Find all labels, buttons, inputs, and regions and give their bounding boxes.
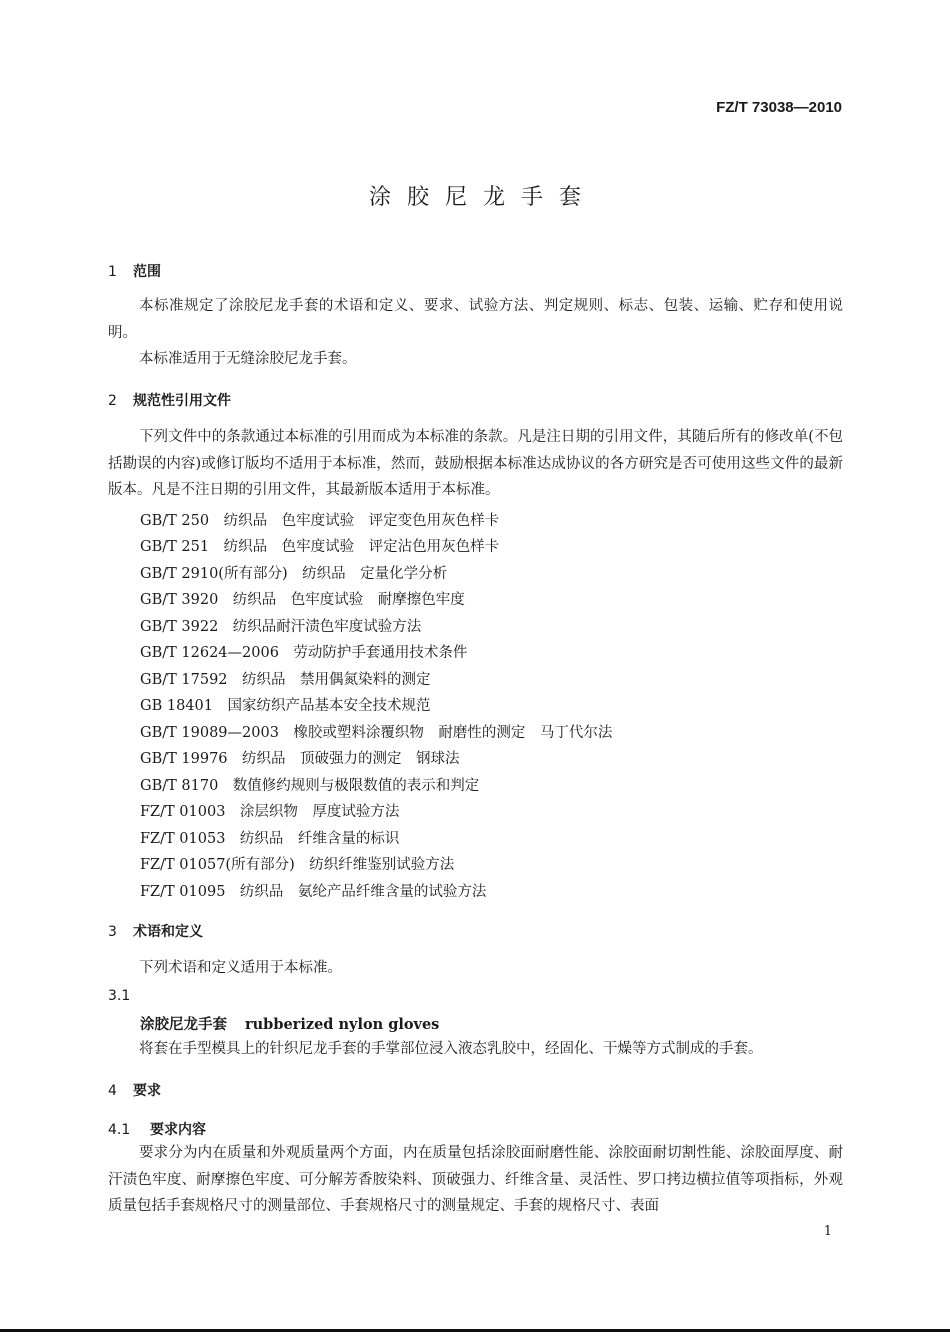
subsection-number: 4.1	[108, 1122, 131, 1138]
requirements-paragraph: 要求分为内在质量和外观质量两个方面，内在质量包括涂胶面耐磨性能、涂胶面耐切割性能、涂胶面厚度、耐汗渍色牢度、耐摩擦色牢度、可分解芳香胺染料、顶破强力、纤维含量、灵活性、罗口拷边横拉值等项指标，外观质量包括手套规格尺寸的测量部位、手套规格尺寸的测量规定、手套的规格尺寸、表面	[108, 1145, 843, 1214]
reference-item: GB/T 250 纺织品 色牢度试验 评定变色用灰色样卡	[140, 513, 500, 529]
section-heading-scope	[108, 261, 161, 281]
subsection-title: 要求内容	[150, 1122, 206, 1138]
reference-item: GB/T 17592 纺织品 禁用偶氮染料的测定	[140, 672, 431, 688]
section-number: 4	[108, 1083, 117, 1099]
reference-item: FZ/T 01053 纺织品 纤维含量的标识	[140, 831, 400, 847]
reference-item: GB/T 3922 纺织品耐汗渍色牢度试验方法	[140, 619, 422, 635]
section-title: 范围	[133, 264, 161, 280]
term-name-cn: 涂胶尼龙手套	[140, 1016, 227, 1033]
section-number: 3	[108, 924, 117, 940]
reference-item: FZ/T 01057(所有部分) 纺织纤维鉴别试验方法	[140, 857, 455, 873]
term-name	[140, 1013, 439, 1034]
page-bottom-border	[0, 1329, 950, 1332]
reference-item: GB/T 3920 纺织品 色牢度试验 耐摩擦色牢度	[140, 592, 465, 608]
term-number: 3.1	[108, 988, 131, 1004]
section-heading-terms	[108, 921, 203, 941]
section-title: 规范性引用文件	[133, 393, 231, 409]
section-heading-requirements	[108, 1080, 161, 1100]
section-title: 要求	[133, 1083, 161, 1099]
term-name-en: rubberized nylon gloves	[245, 1016, 440, 1033]
standard-code: FZ/T 73038—2010	[716, 99, 842, 116]
reference-item: GB 18401 国家纺织产品基本安全技术规范	[140, 698, 431, 714]
section-title: 术语和定义	[133, 924, 203, 940]
normative-intro: 下列文件中的条款通过本标准的引用而成为本标准的条款。凡是注日期的引用文件，其随后所有的修改单(不包括勘误的内容)或修订版均不适用于本标准，然而，鼓励根据本标准达成协议的各方研究是否可使用这些文件的最新版本。凡是不注日期的引用文件，其最新版本适用于本标准。	[108, 429, 843, 498]
section-number: 1	[108, 264, 117, 280]
reference-item: GB/T 19089—2003 橡胶或塑料涂覆织物 耐磨性的测定 马丁代尔法	[140, 725, 613, 741]
subsection-heading	[108, 1119, 206, 1139]
reference-item: GB/T 251 纺织品 色牢度试验 评定沾色用灰色样卡	[140, 539, 500, 555]
reference-item: FZ/T 01095 纺织品 氨纶产品纤维含量的试验方法	[140, 884, 487, 900]
reference-item: GB/T 8170 数值修约规则与极限数值的表示和判定	[140, 778, 480, 794]
scope-paragraph-2: 本标准适用于无缝涂胶尼龙手套。	[139, 351, 357, 367]
terms-intro: 下列术语和定义适用于本标准。	[139, 960, 342, 976]
section-number: 2	[108, 393, 117, 409]
page-number: 1	[823, 1224, 832, 1239]
reference-item: GB/T 12624—2006 劳动防护手套通用技术条件	[140, 645, 468, 661]
reference-item: FZ/T 01003 涂层织物 厚度试验方法	[140, 804, 400, 820]
term-definition: 将套在手型模具上的针织尼龙手套的手掌部位浸入液态乳胶中，经固化、干燥等方式制成的手套。	[139, 1041, 763, 1057]
reference-item: GB/T 2910(所有部分) 纺织品 定量化学分析	[140, 566, 448, 582]
reference-item: GB/T 19976 纺织品 顶破强力的测定 钢球法	[140, 751, 460, 767]
document-title: 涂胶尼龙手套	[368, 185, 597, 210]
section-heading-normative	[108, 390, 231, 410]
scope-paragraph-1: 本标准规定了涂胶尼龙手套的术语和定义、要求、试验方法、判定规则、标志、包装、运输、贮存和使用说明。	[108, 298, 843, 341]
